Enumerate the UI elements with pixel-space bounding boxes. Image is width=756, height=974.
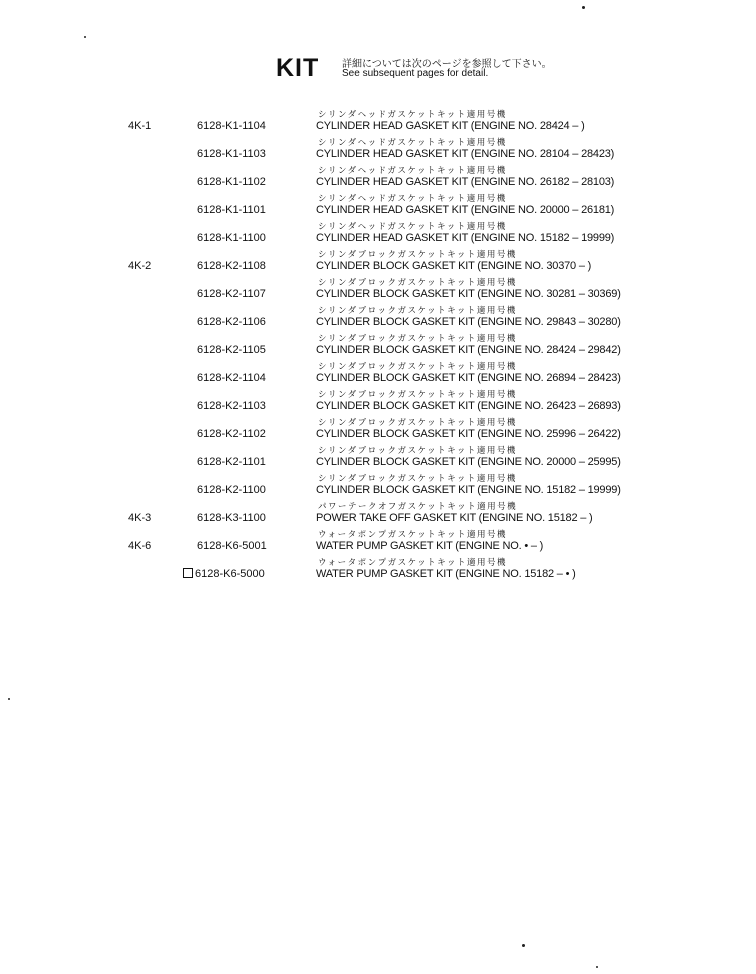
row-japanese-label: シリンダブロックガスケットキット適用号機 bbox=[318, 445, 517, 455]
part-number bbox=[197, 148, 266, 160]
part-description: CYLINDER HEAD GASKET KIT (ENGINE NO. 28424 – ) bbox=[316, 120, 585, 132]
kit-row bbox=[0, 554, 756, 582]
group-code: 4K-3 bbox=[128, 512, 152, 524]
part-number-text: 6128-K2-1108 bbox=[197, 260, 266, 272]
row-japanese-label: シリンダヘッドガスケットキット適用号機 bbox=[318, 137, 507, 147]
part-description: POWER TAKE OFF GASKET KIT (ENGINE NO. 15182 – ) bbox=[316, 512, 593, 524]
part-description: CYLINDER BLOCK GASKET KIT (ENGINE NO. 25996 – 26422) bbox=[316, 428, 621, 440]
part-number bbox=[197, 120, 266, 132]
row-japanese-label: シリンダブロックガスケットキット適用号機 bbox=[318, 389, 517, 399]
part-number bbox=[197, 260, 266, 272]
part-description: CYLINDER BLOCK GASKET KIT (ENGINE NO. 20000 – 25995) bbox=[316, 456, 621, 468]
note-japanese: 詳細については次のページを参照して下さい。 bbox=[342, 59, 552, 70]
part-description: CYLINDER BLOCK GASKET KIT (ENGINE NO. 15182 – 19999) bbox=[316, 484, 621, 496]
kit-row bbox=[0, 358, 756, 386]
part-number bbox=[197, 512, 266, 524]
part-description: CYLINDER BLOCK GASKET KIT (ENGINE NO. 30370 – ) bbox=[316, 260, 592, 272]
part-number bbox=[197, 428, 266, 440]
row-japanese-label: ウォータポンプガスケットキット適用号機 bbox=[318, 557, 507, 567]
part-number-text: 6128-K2-1103 bbox=[197, 400, 266, 412]
part-description: WATER PUMP GASKET KIT (ENGINE NO. 15182 – • ) bbox=[316, 568, 576, 580]
part-number bbox=[197, 372, 266, 384]
scan-speck bbox=[84, 36, 86, 38]
kit-row bbox=[0, 330, 756, 358]
scan-speck bbox=[522, 944, 525, 947]
kit-row bbox=[0, 274, 756, 302]
part-description: CYLINDER BLOCK GASKET KIT (ENGINE NO. 26894 – 28423) bbox=[316, 372, 621, 384]
scan-speck bbox=[8, 698, 10, 700]
part-description: CYLINDER HEAD GASKET KIT (ENGINE NO. 15182 – 19999) bbox=[316, 232, 615, 244]
kit-row bbox=[0, 218, 756, 246]
row-japanese-label: シリンダヘッドガスケットキット適用号機 bbox=[318, 109, 507, 119]
kit-row bbox=[0, 526, 756, 554]
part-number-text: 6128-K2-1104 bbox=[197, 372, 266, 384]
row-japanese-label: シリンダブロックガスケットキット適用号機 bbox=[318, 277, 517, 287]
part-number bbox=[183, 568, 265, 580]
part-description: CYLINDER BLOCK GASKET KIT (ENGINE NO. 30281 – 30369) bbox=[316, 288, 621, 300]
row-japanese-label: シリンダブロックガスケットキット適用号機 bbox=[318, 473, 517, 483]
part-number-text: 6128-K1-1102 bbox=[197, 176, 266, 188]
row-japanese-label: シリンダブロックガスケットキット適用号機 bbox=[318, 305, 517, 315]
part-number-text: 6128-K2-1107 bbox=[197, 288, 266, 300]
part-number-text: 6128-K2-1101 bbox=[197, 456, 266, 468]
row-japanese-label: パワーテークオフガスケットキット適用号機 bbox=[318, 501, 518, 511]
checkbox-mark-icon bbox=[183, 568, 193, 578]
part-description: CYLINDER HEAD GASKET KIT (ENGINE NO. 20000 – 26181) bbox=[316, 204, 615, 216]
part-number bbox=[197, 316, 266, 328]
part-number-text: 6128-K6-5000 bbox=[195, 568, 265, 580]
scan-speck bbox=[596, 966, 598, 968]
kit-row bbox=[0, 414, 756, 442]
row-japanese-label: シリンダブロックガスケットキット適用号機 bbox=[318, 417, 517, 427]
part-description: CYLINDER BLOCK GASKET KIT (ENGINE NO. 29843 – 30280) bbox=[316, 316, 621, 328]
part-number bbox=[197, 232, 266, 244]
part-number bbox=[197, 288, 266, 300]
row-japanese-label: ウォータポンプガスケットキット適用号機 bbox=[318, 529, 507, 539]
part-number bbox=[197, 176, 266, 188]
kit-row bbox=[0, 302, 756, 330]
kit-row bbox=[0, 246, 756, 274]
part-description: CYLINDER BLOCK GASKET KIT (ENGINE NO. 28424 – 29842) bbox=[316, 344, 621, 356]
part-number-text: 6128-K2-1106 bbox=[197, 316, 266, 328]
part-description: WATER PUMP GASKET KIT (ENGINE NO. • – ) bbox=[316, 540, 544, 552]
group-code: 4K-6 bbox=[128, 540, 152, 552]
row-japanese-label: シリンダブロックガスケットキット適用号機 bbox=[318, 361, 517, 371]
row-japanese-label: シリンダヘッドガスケットキット適用号機 bbox=[318, 165, 507, 175]
part-number bbox=[197, 540, 267, 552]
scan-speck bbox=[582, 6, 585, 9]
part-number bbox=[197, 484, 266, 496]
kit-row bbox=[0, 134, 756, 162]
row-japanese-label: シリンダブロックガスケットキット適用号機 bbox=[318, 333, 517, 343]
part-number-text: 6128-K6-5001 bbox=[197, 540, 267, 552]
part-description: CYLINDER BLOCK GASKET KIT (ENGINE NO. 26423 – 26893) bbox=[316, 400, 621, 412]
part-description: CYLINDER HEAD GASKET KIT (ENGINE NO. 26182 – 28103) bbox=[316, 176, 615, 188]
part-number-text: 6128-K2-1102 bbox=[197, 428, 266, 440]
kit-row bbox=[0, 442, 756, 470]
part-number bbox=[197, 344, 266, 356]
note-english: See subsequent pages for detail. bbox=[342, 68, 489, 79]
group-code: 4K-1 bbox=[128, 120, 152, 132]
part-number bbox=[197, 204, 266, 216]
part-description: CYLINDER HEAD GASKET KIT (ENGINE NO. 28104 – 28423) bbox=[316, 148, 615, 160]
row-japanese-label: シリンダヘッドガスケットキット適用号機 bbox=[318, 193, 507, 203]
page-title: KIT bbox=[276, 54, 320, 82]
group-code: 4K-2 bbox=[128, 260, 152, 272]
kit-row bbox=[0, 190, 756, 218]
kit-row bbox=[0, 162, 756, 190]
kit-row bbox=[0, 386, 756, 414]
part-number-text: 6128-K1-1101 bbox=[197, 204, 266, 216]
part-number bbox=[197, 400, 266, 412]
part-number-text: 6128-K1-1100 bbox=[197, 232, 266, 244]
part-number bbox=[197, 456, 266, 468]
row-japanese-label: シリンダブロックガスケットキット適用号機 bbox=[318, 249, 517, 259]
part-number-text: 6128-K2-1105 bbox=[197, 344, 266, 356]
part-number-text: 6128-K1-1104 bbox=[197, 120, 266, 132]
kit-row bbox=[0, 498, 756, 526]
part-number-text: 6128-K1-1103 bbox=[197, 148, 266, 160]
part-number-text: 6128-K2-1100 bbox=[197, 484, 266, 496]
kit-parts-list bbox=[0, 106, 756, 582]
part-number-text: 6128-K3-1100 bbox=[197, 512, 266, 524]
kit-row bbox=[0, 106, 756, 134]
kit-row bbox=[0, 470, 756, 498]
row-japanese-label: シリンダヘッドガスケットキット適用号機 bbox=[318, 221, 507, 231]
